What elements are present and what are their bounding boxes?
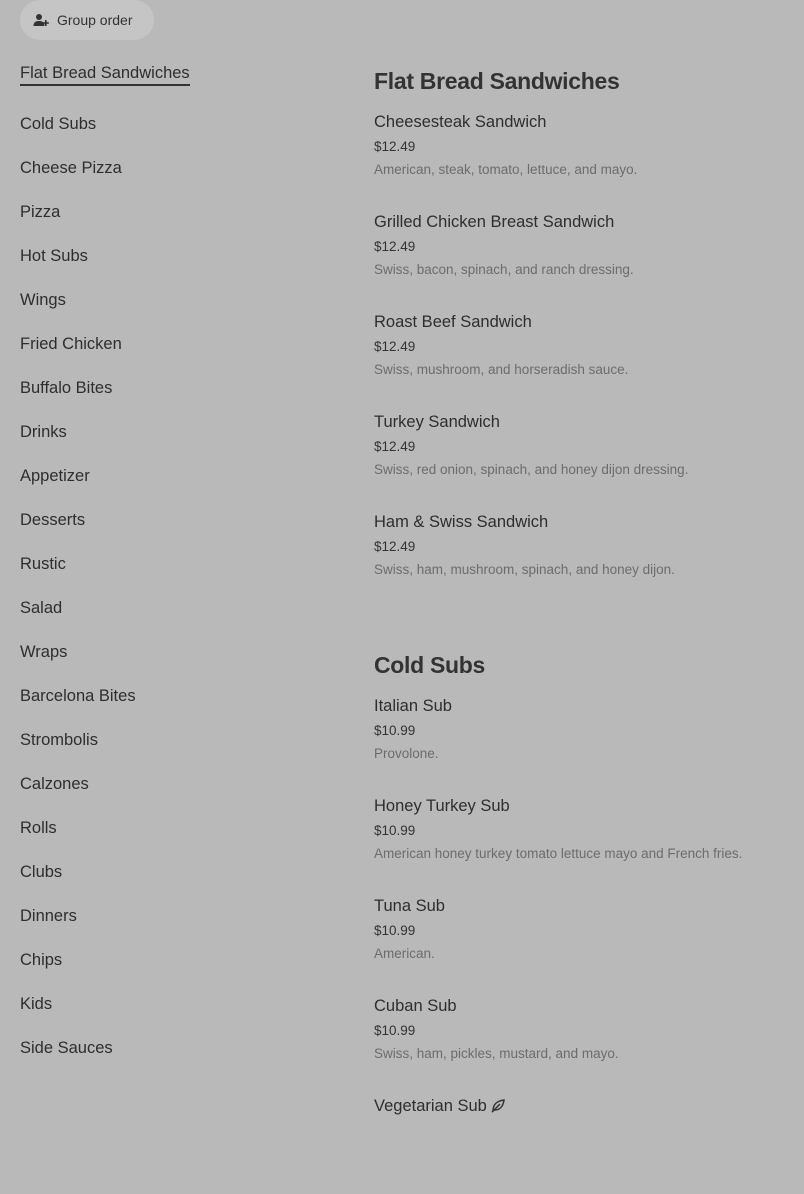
sidebar-item-side-sauces[interactable]: Side Sauces: [20, 1038, 113, 1057]
sidebar-item-chips[interactable]: Chips: [20, 950, 63, 969]
menu-item[interactable]: [374, 410, 794, 510]
sidebar-item-wraps[interactable]: Wraps: [20, 642, 68, 661]
item-name: Italian Sub: [374, 697, 452, 715]
menu-item[interactable]: [374, 694, 794, 794]
item-price: $10.99: [374, 823, 416, 838]
item-price: $12.49: [374, 339, 416, 354]
sidebar-item-cold-subs[interactable]: Cold Subs: [20, 114, 97, 133]
item-name: Cuban Sub: [374, 997, 457, 1015]
sidebar-item-desserts[interactable]: Desserts: [20, 510, 86, 529]
leaf-icon: [491, 1096, 505, 1120]
item-name: Honey Turkey Sub: [374, 797, 510, 815]
section-title: Flat Bread Sandwiches: [374, 68, 620, 94]
item-description: American honey turkey tomato lettuce mayo and French fries.: [374, 846, 743, 861]
menu-item[interactable]: [374, 794, 794, 894]
sidebar-item-drinks[interactable]: Drinks: [20, 422, 67, 441]
menu-section-flat-bread-sandwiches: [374, 64, 794, 610]
sidebar-item-pizza[interactable]: Pizza: [20, 202, 61, 221]
item-price: $10.99: [374, 723, 416, 738]
menu-content: [374, 62, 794, 1194]
group-order-label: Group order: [57, 12, 133, 28]
menu-item[interactable]: [374, 310, 794, 410]
sidebar-item-wings[interactable]: Wings: [20, 290, 66, 309]
item-name: Turkey Sandwich: [374, 413, 500, 431]
item-name: Ham & Swiss Sandwich: [374, 513, 549, 531]
section-title: Cold Subs: [374, 652, 486, 678]
item-price: $12.49: [374, 139, 416, 154]
item-name: Cheesesteak Sandwich: [374, 113, 547, 131]
sidebar-item-appetizer[interactable]: Appetizer: [20, 466, 90, 485]
sidebar-item-buffalo-bites[interactable]: Buffalo Bites: [20, 378, 113, 397]
category-sidebar: [20, 62, 340, 1070]
sidebar-item-flat-bread-sandwiches[interactable]: Flat Bread Sandwiches: [20, 62, 340, 102]
sidebar-item-cheese-pizza[interactable]: Cheese Pizza: [20, 158, 122, 177]
item-description: American.: [374, 946, 435, 961]
sidebar-item-barcelona-bites[interactable]: Barcelona Bites: [20, 686, 136, 705]
item-description: Swiss, mushroom, and horseradish sauce.: [374, 362, 629, 377]
sidebar-item-clubs[interactable]: Clubs: [20, 862, 63, 881]
menu-item[interactable]: [374, 510, 794, 610]
group-order-button[interactable]: [20, 0, 154, 40]
item-price: $12.49: [374, 439, 416, 454]
sidebar-item-salad[interactable]: Salad: [20, 598, 63, 617]
item-name: Tuna Sub: [374, 897, 445, 915]
item-description: American, steak, tomato, lettuce, and mayo.: [374, 162, 638, 177]
item-name-row: [374, 1094, 794, 1118]
sidebar-item-rustic[interactable]: Rustic: [20, 554, 66, 573]
add-person-icon: [33, 12, 49, 28]
item-description: Provolone.: [374, 746, 439, 761]
item-description: Swiss, ham, mushroom, spinach, and honey dijon.: [374, 562, 675, 577]
sidebar-item-rolls[interactable]: Rolls: [20, 818, 57, 837]
item-price: $12.49: [374, 239, 416, 254]
menu-item[interactable]: [374, 994, 794, 1094]
item-name: Grilled Chicken Breast Sandwich: [374, 213, 615, 231]
item-price: $10.99: [374, 1023, 416, 1038]
menu-item[interactable]: [374, 110, 794, 210]
item-price: $12.49: [374, 539, 416, 554]
sidebar-item-strombolis[interactable]: Strombolis: [20, 730, 98, 749]
item-price: $10.99: [374, 923, 416, 938]
menu-item[interactable]: [374, 1094, 794, 1194]
sidebar-item-hot-subs[interactable]: Hot Subs: [20, 246, 88, 265]
sidebar-item-dinners[interactable]: Dinners: [20, 906, 77, 925]
sidebar-item-fried-chicken[interactable]: Fried Chicken: [20, 334, 122, 353]
sidebar-item-calzones[interactable]: Calzones: [20, 774, 89, 793]
item-description: Swiss, red onion, spinach, and honey dijon dressing.: [374, 462, 689, 477]
item-description: Swiss, bacon, spinach, and ranch dressing.: [374, 262, 634, 277]
sidebar-item-kids[interactable]: Kids: [20, 994, 53, 1013]
menu-item[interactable]: [374, 210, 794, 310]
menu-section-cold-subs: [374, 648, 794, 1194]
item-name: Vegetarian Sub: [374, 1097, 487, 1115]
menu-item[interactable]: [374, 894, 794, 994]
item-name: Roast Beef Sandwich: [374, 313, 532, 331]
item-description: Swiss, ham, pickles, mustard, and mayo.: [374, 1046, 619, 1061]
